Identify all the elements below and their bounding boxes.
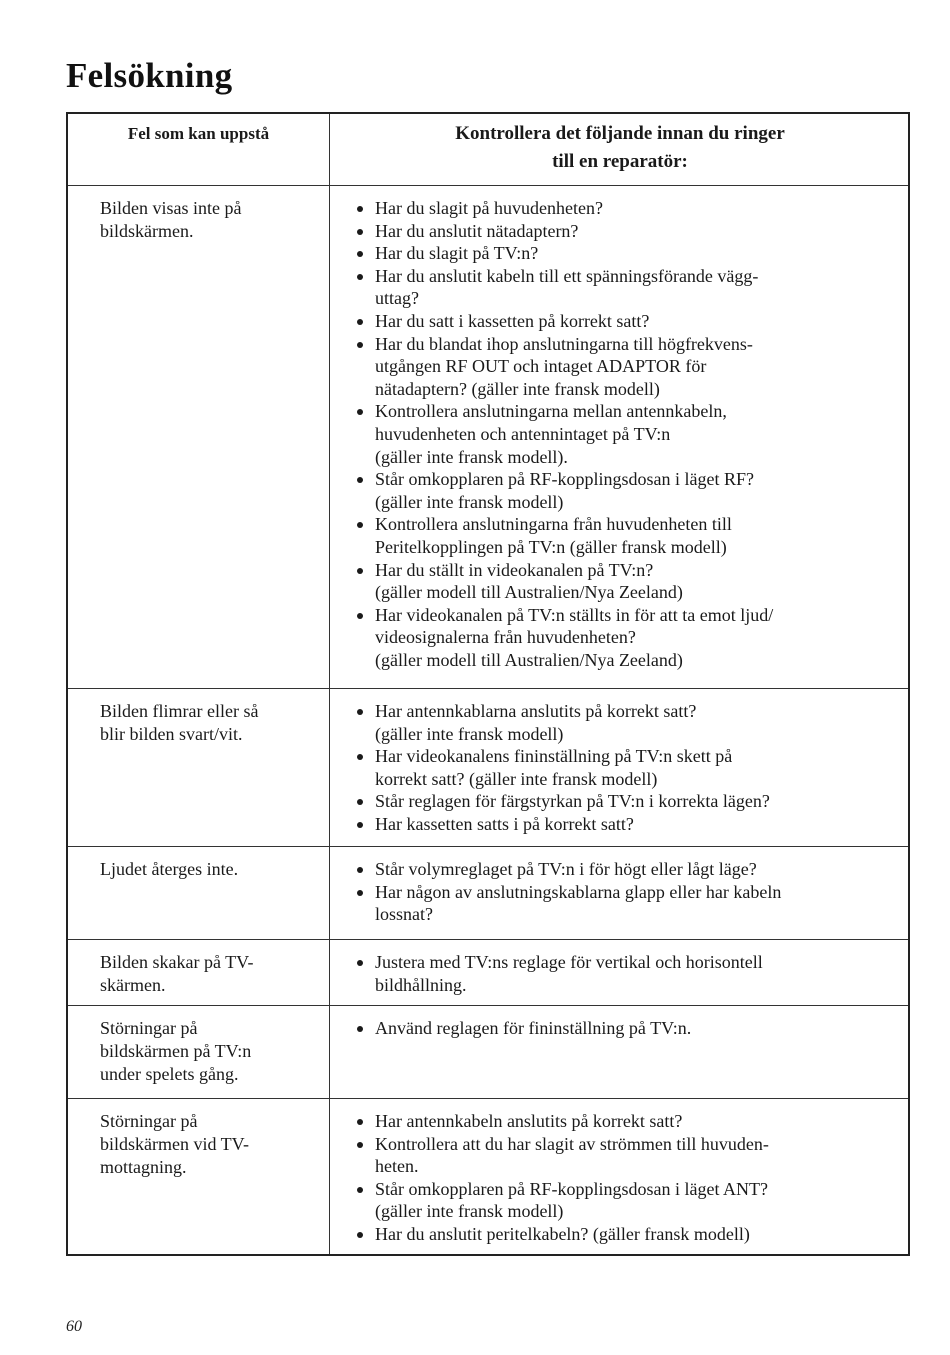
bullet-icon	[357, 342, 363, 348]
check-line: videosignalerna från huvudenheten?	[375, 627, 636, 648]
bullet-icon	[357, 477, 363, 483]
header-checks-line: till en reparatör:	[552, 151, 688, 172]
bullet-icon	[357, 890, 363, 896]
bullet-icon	[357, 274, 363, 280]
check-line: utgången RF OUT och intaget ADAPTOR för	[375, 356, 707, 377]
check-line: heten.	[375, 1156, 419, 1177]
check-item	[355, 310, 905, 333]
column-divider	[329, 114, 330, 1254]
check-line: korrekt satt? (gäller inte fransk modell)	[375, 768, 658, 789]
check-line: Justera med TV:ns reglage för vertikal och horisontell	[375, 952, 763, 972]
row-divider	[68, 1098, 908, 1099]
check-item	[355, 265, 905, 310]
problem-line: skärmen.	[100, 975, 166, 995]
bullet-icon	[357, 867, 363, 873]
check-list	[355, 951, 905, 996]
header-checks	[330, 120, 910, 176]
check-item	[355, 790, 905, 813]
bullet-icon	[357, 409, 363, 415]
check-line: Har du anslutit peritelkabeln? (gäller fransk modell)	[375, 1223, 750, 1244]
bullet-icon	[357, 1187, 363, 1193]
bullet-icon	[357, 754, 363, 760]
check-line: Peritelkopplingen på TV:n (gäller fransk modell)	[375, 536, 727, 557]
check-line: Står reglagen för färgstyrkan på TV:n i korrekta lägen?	[375, 791, 770, 812]
check-item	[355, 333, 905, 401]
check-item	[355, 881, 905, 926]
row-divider	[68, 185, 908, 186]
check-line: (gäller modell till Australien/Nya Zeeland)	[375, 649, 683, 670]
problem-line: Ljudet återges inte.	[100, 859, 239, 879]
check-line: Har du slagit på TV:n?	[375, 243, 539, 264]
check-item	[355, 745, 905, 790]
troubleshooting-table	[66, 112, 910, 1256]
row-divider	[68, 939, 908, 940]
check-item	[355, 1223, 905, 1246]
page-title: Felsökning	[66, 56, 233, 95]
problem-line: bildskärmen på TV:n	[100, 1041, 252, 1061]
problem-line: Störningar på	[100, 1018, 198, 1038]
check-item	[355, 1110, 905, 1133]
bullet-icon	[357, 1142, 363, 1148]
check-line: (gäller inte fransk modell).	[375, 446, 568, 467]
check-item	[355, 468, 905, 513]
check-item	[355, 604, 905, 672]
check-item	[355, 1017, 905, 1040]
bullet-icon	[357, 206, 363, 212]
bullet-icon	[357, 568, 363, 574]
check-line: Står volymreglaget på TV:n i för högt eller lågt läge?	[375, 859, 757, 879]
problem-cell	[100, 1110, 315, 1179]
check-line: Har videokanalen på TV:n ställts in för att ta emot ljud/	[375, 604, 774, 625]
problem-line: Störningar på	[100, 1111, 198, 1131]
problem-cell	[100, 858, 315, 881]
check-item	[355, 242, 905, 265]
check-line: Kontrollera att du har slagit av strömmen till huvuden-	[375, 1133, 769, 1154]
row-divider	[68, 846, 908, 847]
check-line: uttag?	[375, 288, 419, 309]
check-item	[355, 197, 905, 220]
check-list	[355, 1110, 905, 1246]
check-line: Har videokanalens fininställning på TV:n skett på	[375, 746, 733, 767]
problem-line: Bilden flimrar eller så	[100, 701, 259, 721]
problem-line: bildskärmen.	[100, 221, 194, 241]
bullet-icon	[357, 319, 363, 325]
problem-cell	[100, 197, 315, 243]
check-item	[355, 858, 905, 881]
problem-cell	[100, 1017, 315, 1086]
bullet-icon	[357, 1026, 363, 1032]
check-line: Använd reglagen för fininställning på TV:n.	[375, 1018, 692, 1038]
problem-line: Bilden skakar på TV-	[100, 952, 254, 972]
problem-cell	[100, 700, 315, 746]
check-line: nätadaptern? (gäller inte fransk modell)	[375, 378, 660, 399]
check-line: Har du blandat ihop anslutningarna till högfrekvens-	[375, 333, 753, 354]
check-item	[355, 1133, 905, 1178]
bullet-icon	[357, 822, 363, 828]
problem-line: bildskärmen vid TV-	[100, 1134, 249, 1154]
check-line: (gäller inte fransk modell)	[375, 1201, 564, 1222]
bullet-icon	[357, 522, 363, 528]
check-line: Har du satt i kassetten på korrekt satt?	[375, 310, 650, 331]
check-item	[355, 559, 905, 604]
check-line: Har du ställt in videokanalen på TV:n?	[375, 559, 654, 580]
check-item	[355, 1178, 905, 1223]
check-line: (gäller inte fransk modell)	[375, 723, 564, 744]
check-line: Har antennkablarna anslutits på korrekt satt?	[375, 701, 697, 721]
check-line: lossnat?	[375, 904, 433, 925]
check-line: Har du anslutit nätadaptern?	[375, 220, 579, 241]
header-problem: Fel som kan uppstå	[127, 124, 270, 143]
bullet-icon	[357, 1119, 363, 1125]
check-list	[355, 1017, 905, 1040]
check-line: huvudenheten och antennintaget på TV:n	[375, 423, 671, 444]
check-line: Har kassetten satts i på korrekt satt?	[375, 813, 634, 834]
page-number: 60	[66, 1318, 82, 1335]
check-item	[355, 513, 905, 558]
problem-line: Bilden visas inte på	[100, 198, 242, 218]
check-list	[355, 700, 905, 836]
problem-cell	[100, 951, 315, 997]
check-list	[355, 197, 905, 671]
check-line: Har du anslutit kabeln till ett spänningsförande vägg-	[375, 265, 759, 286]
problem-line: blir bilden svart/vit.	[100, 724, 243, 744]
check-line: Har du slagit på huvudenheten?	[375, 198, 603, 218]
bullet-icon	[357, 799, 363, 805]
check-line: (gäller modell till Australien/Nya Zeeland)	[375, 582, 683, 603]
check-item	[355, 700, 905, 745]
bullet-icon	[357, 709, 363, 715]
row-divider	[68, 1005, 908, 1006]
bullet-icon	[357, 229, 363, 235]
row-divider	[68, 688, 908, 689]
check-line: Har antennkabeln anslutits på korrekt satt?	[375, 1111, 683, 1131]
header-checks-line: Kontrollera det följande innan du ringer	[455, 123, 785, 144]
check-item	[355, 220, 905, 243]
check-line: (gäller inte fransk modell)	[375, 491, 564, 512]
problem-line: mottagning.	[100, 1157, 187, 1177]
bullet-icon	[357, 1232, 363, 1238]
bullet-icon	[357, 613, 363, 619]
check-line: bildhållning.	[375, 974, 467, 995]
check-line: Kontrollera anslutningarna mellan antennkabeln,	[375, 401, 727, 422]
check-item	[355, 813, 905, 836]
check-line: Har någon av anslutningskablarna glapp eller har kabeln	[375, 881, 782, 902]
check-line: Kontrollera anslutningarna från huvudenheten till	[375, 514, 732, 535]
check-item	[355, 400, 905, 468]
check-list	[355, 858, 905, 926]
problem-line: under spelets gång.	[100, 1064, 239, 1084]
check-line: Står omkopplaren på RF-kopplingsdosan i läget RF?	[375, 469, 754, 490]
bullet-icon	[357, 251, 363, 257]
check-line: Står omkopplaren på RF-kopplingsdosan i läget ANT?	[375, 1178, 768, 1199]
check-item	[355, 951, 905, 996]
bullet-icon	[357, 960, 363, 966]
